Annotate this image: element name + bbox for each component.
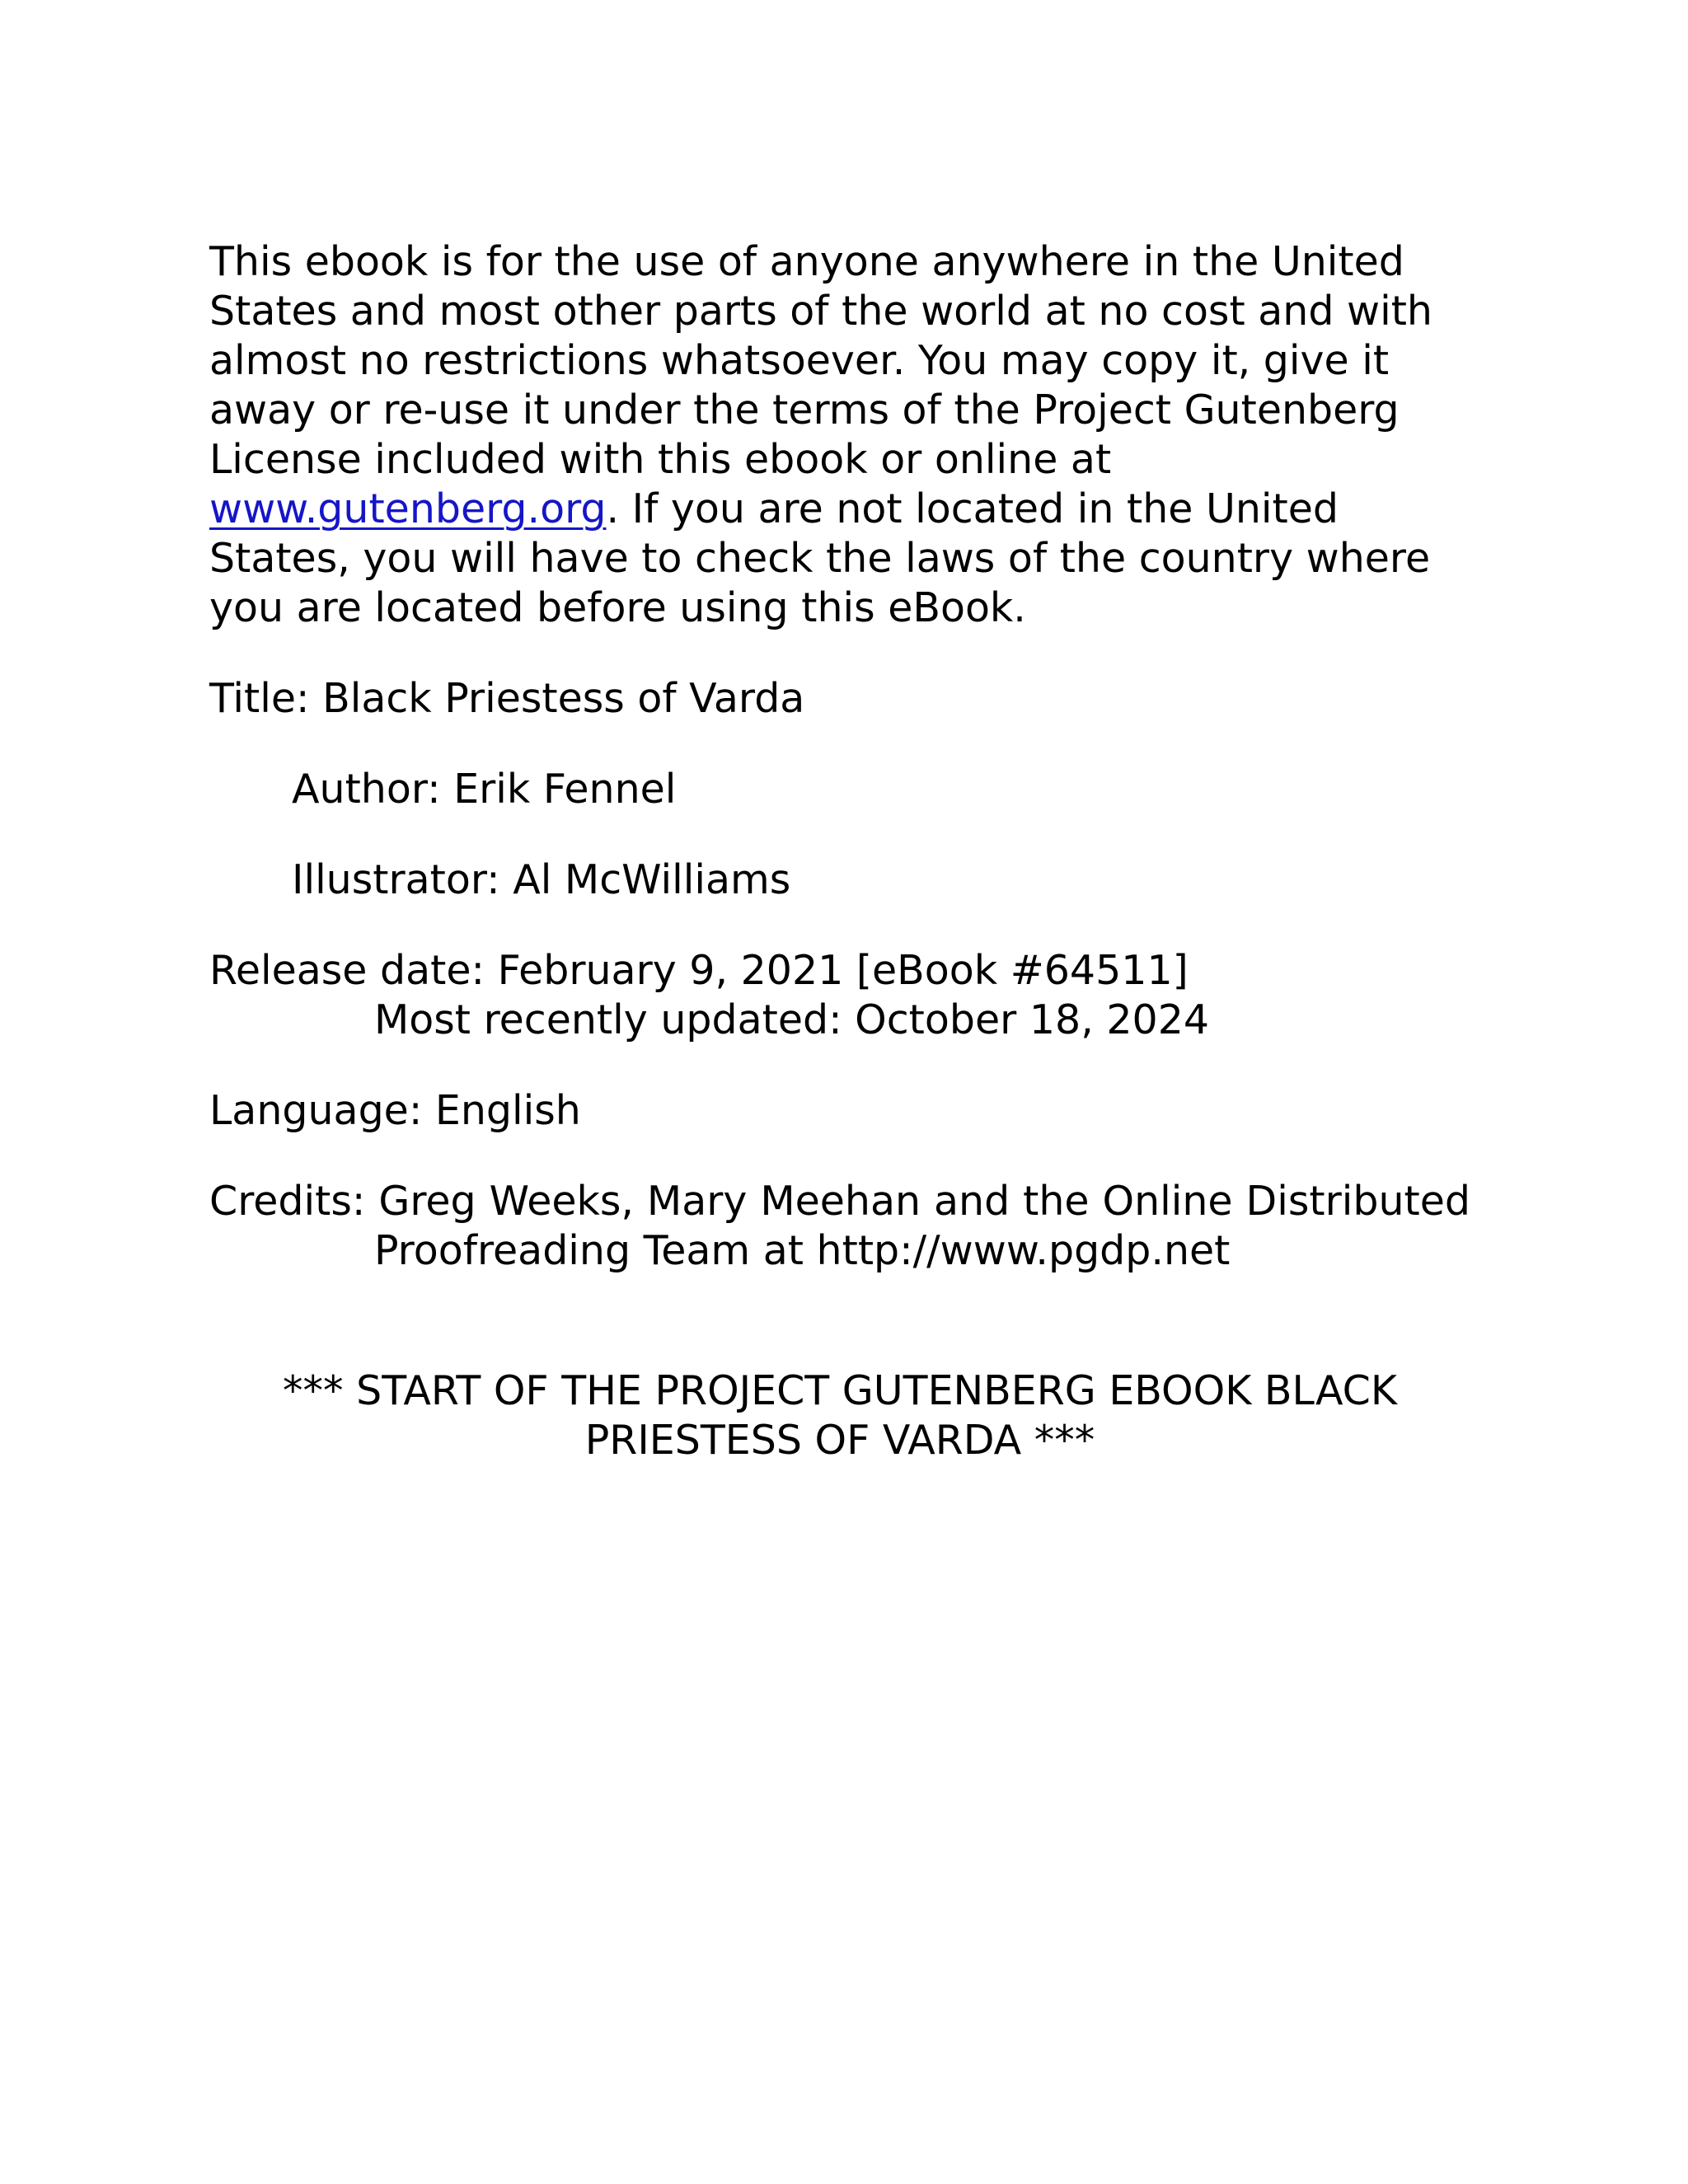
gutenberg-link[interactable]: www.gutenberg.org — [209, 485, 607, 532]
title-line: Title: Black Priestess of Varda — [209, 675, 805, 722]
credits-word: Weeks, — [489, 1178, 634, 1225]
credits-word: Online — [1102, 1178, 1233, 1225]
illustrator-line: Illustrator: Al McWilliams — [292, 856, 791, 903]
credits-line-1 — [209, 1177, 1470, 1226]
credits-word: Greg — [378, 1178, 476, 1225]
credits-word: Mary — [646, 1178, 748, 1225]
updated-line: Most recently updated: October 18, 2024 — [374, 996, 1210, 1043]
language-line: Language: English — [209, 1087, 581, 1134]
credits-word: the — [1023, 1178, 1090, 1225]
start-marker-line-2: PRIESTESS OF VARDA *** — [584, 1417, 1095, 1464]
start-marker-line-1: *** START OF THE PROJECT GUTENBERG EBOOK BLACK — [283, 1367, 1397, 1414]
credits-line-2: Proofreading Team at http://www.pgdp.net — [374, 1227, 1231, 1274]
author-line: Author: Erik Fennel — [292, 766, 677, 813]
credits-word: Meehan — [760, 1178, 921, 1225]
license-text-after-link: . If you are not located in the United States, you will have to check the laws of the country where you are located before using this eBook. — [209, 485, 1431, 631]
release-date-line: Release date: February 9, 2021 [eBook #64511] — [209, 947, 1189, 994]
ebook-front-matter — [209, 237, 1470, 1465]
start-of-ebook-marker — [209, 1366, 1470, 1465]
credits-block — [209, 1177, 1470, 1276]
credits-word: Credits: — [209, 1178, 366, 1225]
credits-word: and — [934, 1178, 1010, 1225]
release-block — [209, 946, 1470, 1045]
credits-word: Distributed — [1245, 1178, 1470, 1225]
license-text-before-link: This ebook is for the use of anyone anywhere in the United States and most other parts of the world at no cost and with almost no restrictions whatsoever. You may copy it, give it away or re-use it under the terms of the Project Gutenberg License included with this ebook or online at — [209, 238, 1432, 483]
license-paragraph — [209, 237, 1470, 633]
